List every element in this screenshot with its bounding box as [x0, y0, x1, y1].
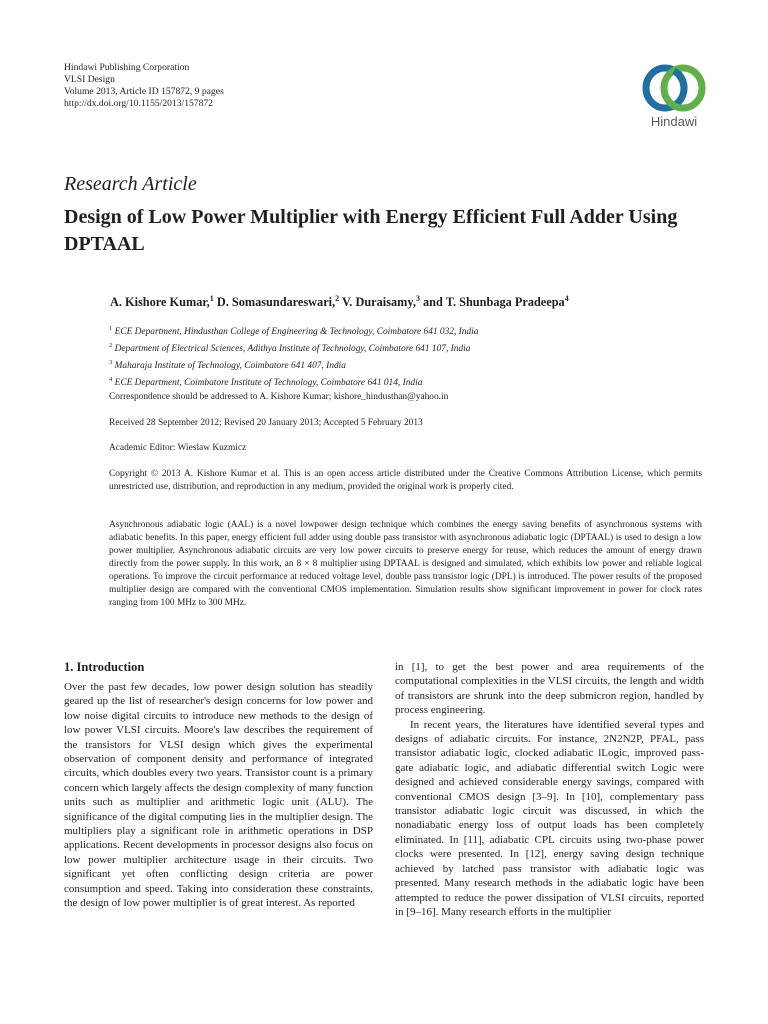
- affiliation-text: ECE Department, Coimbatore Institute of Technology, Coimbatore 641 014, India: [114, 378, 423, 389]
- affiliation-mark: 3: [109, 359, 113, 367]
- affiliation-mark: 4: [109, 376, 113, 384]
- academic-editor: Academic Editor: Wieslaw Kuzmicz: [109, 443, 247, 453]
- affiliation-text: Maharaja Institute of Technology, Coimbatore 641 407, India: [114, 361, 346, 372]
- section-heading: 1. Introduction: [64, 660, 145, 674]
- affiliation: [109, 373, 478, 390]
- affiliation-mark: 2: [109, 342, 113, 350]
- affiliation-mark: 1: [109, 325, 113, 332]
- hindawi-logo-text: Hindawi: [650, 114, 698, 129]
- body-column-left: [64, 680, 373, 911]
- body-paragraph: Over the past few decades, low power design solution has steadily geared up the list of researcher's design concerns for low power and low noise digital circuits to introduce new methods to the design of low power VLSI circuits. Moore's law describes the requirement of the transistors for VLSI design which gives the experimental observation of component density and performance of integrated circuits, which doubles every two years. Transistor count is a primary concern which largely affects the design complexity of many function units such as multiplier and arithmetic logic unit (ALU). The significance of the digital computing lies in the multiplier design. The multipliers play a significant role in arithmetic operations in DSP applications. Recent developments in processor designs also focus on low power multiplier architecture usage in their circuits. Two significant yet often conflicting design criteria are power consumption and speed. Taking into consideration these constraints, the design of low power multiplier is of great interest. As reported: [64, 681, 373, 910]
- author-affiliation-mark: 2: [335, 294, 340, 303]
- abstract: Asynchronous adiabatic logic (AAL) is a novel lowpower design technique which combines the energy saving benefits of asynchronous systems with adiabatic benefits. In this paper, energy efficient full adder using double pass transistor with asynchronous adiabatic logic (DPTAAL) is used to design a low power multiplier. Asynchronous adiabatic circuits are very low power circuits to preserve energy for reuse, which reduces the amount of energy drawn directly from the power supply. In this work, an 8 × 8 multiplier using DPTAAL is designed and simulated, which exhibits low power and reliable logical operations. To improve the circuit performance at reduced voltage level, double pass transistor logic (DPL) is introduced. The power results of the proposed multiplier design are compared with the conventional CMOS implementation. Simulation results show significant improvement in power for clock rates ranging from 100 MHz to 300 MHz.: [109, 520, 702, 608]
- author-affiliation-mark: 1: [209, 294, 214, 303]
- correspondence: Correspondence should be addressed to A. Kishore Kumar; kishore_hindusthan@yahoo.in: [109, 392, 449, 402]
- author-name: D. Somasundareswari,: [216, 295, 336, 310]
- author-affiliation-mark: 3: [415, 294, 420, 303]
- journal-header: [64, 62, 224, 110]
- article-title: Design of Low Power Multiplier with Energy Efficient Full Adder Using DPTAAL: [64, 206, 678, 255]
- body-paragraph: In recent years, the literatures have identified several types and designs of adiabatic circuits. For instance, 2N2N2P, PFAL, pass transistor adiabatic logic, clocked adiabatic lLogic, improved pass-gate adiabatic logic, and adiabatic differential switch Logic were designed and achieved considerable energy savings, compared with conventional CMOS design [3–9]. In [10], complementary pass transistor adiabatic logic circuit was discussed, in which the nonadiabatic energy loss of output loads has been completely eliminated. In [11], adiabatic CPL circuits using two-phase power clocks were presented. In [12], energy saving design technique achieved by latched pass transistor with adiabatic logic was presented. Many research methods in the adiabatic logic have been attempted to reduce the power dissipation of VLSI circuits, reported in [9–16]. Many research efforts in the multiplier: [395, 718, 704, 918]
- body-paragraph: in [1], to get the best power and area requirements of the computational complexities in the VLSI circuits, the length and width of transistors are shrunk into the deep submicron region, handled by process engineering.: [395, 661, 704, 717]
- affiliation-text: ECE Department, Hindusthan College of Engineering & Technology, Coimbatore 641 032, India: [114, 327, 479, 338]
- volume-info: Volume 2013, Article ID 157872, 9 pages: [64, 86, 224, 97]
- body-column-right: [395, 660, 704, 919]
- affiliation: [109, 339, 478, 356]
- author-name: A. Kishore Kumar,: [110, 295, 210, 310]
- publisher-name: Hindawi Publishing Corporation: [64, 62, 190, 73]
- author-name: and T. Shunbaga Pradeepa: [423, 295, 565, 310]
- affiliation-text: Department of Electrical Sciences, Adithya Institute of Technology, Coimbatore 641 107, India: [114, 344, 471, 355]
- affiliation: [109, 356, 478, 373]
- author-name: V. Duraisamy,: [342, 295, 416, 310]
- article-dates: Received 28 September 2012; Revised 20 January 2013; Accepted 5 February 2013: [109, 418, 423, 428]
- affiliation: [109, 322, 478, 339]
- doi-link[interactable]: http://dx.doi.org/10.1155/2013/157872: [64, 98, 213, 109]
- copyright-notice: Copyright © 2013 A. Kishore Kumar et al. This is an open access article distributed under the Creative Commons Attribution License, which permits unrestricted use, distribution, and reproduction in any medium, provided the original work is properly cited.: [109, 469, 702, 492]
- author-list: [110, 294, 710, 310]
- author-affiliation-mark: 4: [564, 294, 569, 303]
- article-type: Research Article: [64, 173, 197, 195]
- journal-name: VLSI Design: [64, 74, 115, 85]
- affiliation-list: [109, 322, 478, 391]
